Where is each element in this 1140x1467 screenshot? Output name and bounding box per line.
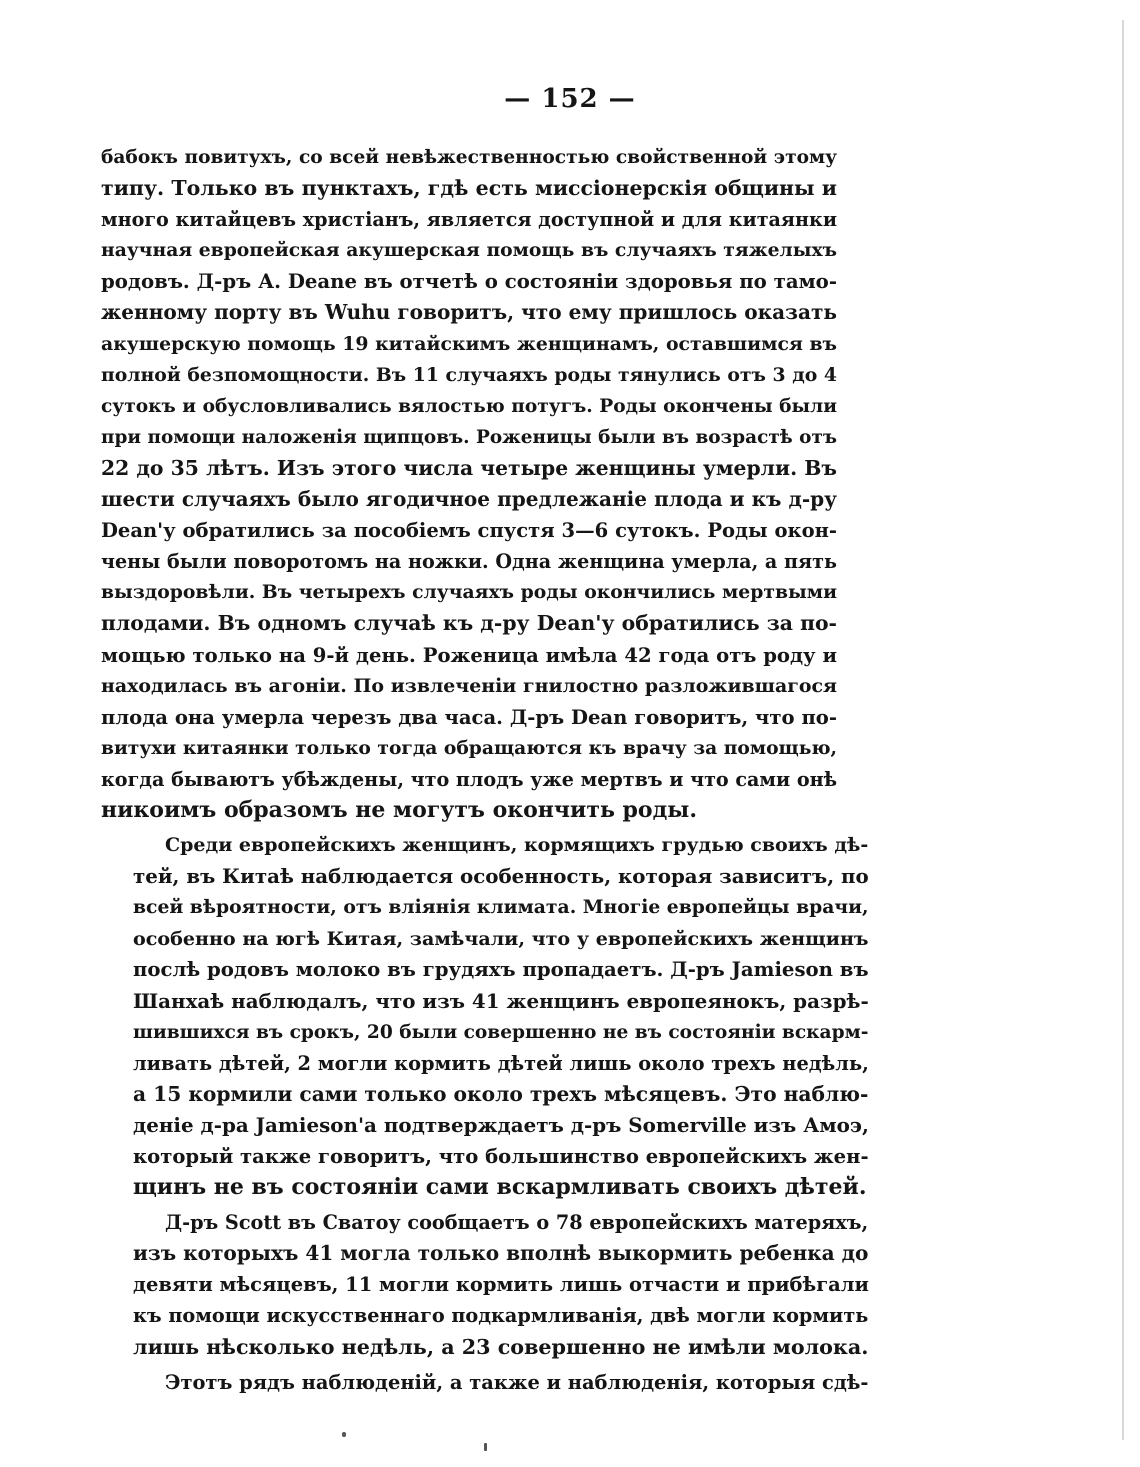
scan-speck	[484, 1443, 487, 1451]
text-line: шести случаяхъ было ягодичное предлежаніе плода и къ д-ру	[101, 487, 837, 512]
text-line: научная европейская акушерская помощь въ случаяхъ тяжелыхъ	[101, 239, 837, 262]
paragraph	[101, 830, 869, 1203]
text-line: лишь нѣсколько недѣль, а 23 совершенно не имѣли молока.	[133, 1334, 869, 1359]
text-line: тей, въ Китаѣ наблюдается особенность, которая зависитъ, по	[133, 864, 869, 889]
paragraph	[101, 142, 837, 826]
text-line: а 15 кормили сами только около трехъ мѣсяцевъ. Это наблю-	[133, 1081, 869, 1106]
text-line: къ помощи искусственнаго подкармливанія, двѣ могли кормить	[133, 1304, 869, 1328]
text-line: Среди европейскихъ женщинъ, кормящихъ грудью своихъ дѣ-	[165, 834, 869, 857]
text-line: шившихся въ срокъ, 20 были совершенно не въ состояніи вскарм-	[133, 1021, 869, 1043]
text-line: особенно на югѣ Китая, замѣчали, что у европейскихъ женщинъ	[133, 927, 869, 951]
text-line: Dean'у обратились за пособіемъ спустя 3—6 сутокъ. Роды окон-	[101, 519, 837, 543]
text-line: выздоровѣли. Въ четырехъ случаяхъ роды окончились мертвыми	[101, 581, 837, 604]
text-line: Этотъ рядъ наблюденій, а также и наблюденія, которыя сдѣ-	[165, 1370, 869, 1394]
page-number: — 152 —	[504, 84, 636, 114]
text-line: много китайцевъ христіанъ, является доступной и для китаянки	[101, 208, 837, 232]
text-line: бабокъ повитухъ, со всей невѣжественностью свойственной этому	[101, 147, 837, 168]
paragraph	[101, 1367, 869, 1398]
text-line: полной безпомощности. Въ 11 случаяхъ роды тянулись отъ 3 до 4	[101, 363, 837, 386]
scan-edge-rule	[1122, 20, 1124, 1440]
text-line: сутокъ и обусловливались вялостью потугъ. Роды окончены были	[101, 395, 837, 417]
text-line: деніе д-ра Jamieson'а подтверждаетъ д-ръ Somerville изъ Амоэ,	[133, 1112, 869, 1137]
text-line: девяти мѣсяцевъ, 11 могли кормить лишь отчасти и прибѣгали	[133, 1273, 869, 1297]
text-line: акушерскую помощь 19 китайскимъ женщинамъ, оставшимся въ	[101, 332, 837, 355]
text-line: находилась въ агоніи. По извлеченіи гнилостно разложившагося	[101, 674, 837, 697]
text-line: плода она умерла черезъ два часа. Д-ръ Dean говоритъ, что по-	[101, 705, 837, 729]
paragraph	[101, 1207, 869, 1362]
text-line: Д-ръ Scott въ Сватоу сообщаетъ о 78 европейскихъ матеряхъ,	[165, 1211, 869, 1235]
text-line: всей вѣроятности, отъ вліянія климата. Многіе европейцы врачи,	[133, 896, 869, 919]
text-line: чены были поворотомъ на ножки. Одна женщина умерла, а пять	[101, 550, 837, 574]
text-line: при помощи наложенія щипцовъ. Роженицы были въ возрастѣ отъ	[101, 426, 837, 448]
body-text	[101, 142, 869, 1398]
text-line: никоимъ образомъ не могутъ окончить роды.	[101, 796, 697, 823]
text-line: изъ которыхъ 41 могла только вполнѣ выкормить ребенка до	[133, 1241, 869, 1266]
text-line: типу. Только въ пунктахъ, гдѣ есть миссіонерскія общины и	[101, 176, 837, 201]
text-line: 22 до 35 лѣтъ. Изъ этого числа четыре женщины умерли. Въ	[101, 455, 837, 480]
text-line: мощью только на 9-й день. Роженица имѣла 42 года отъ роду и	[101, 643, 837, 667]
text-line: витухи китаянки только тогда обращаются къ врачу за помощью,	[101, 736, 837, 759]
scan-speck	[342, 1432, 346, 1437]
text-line: женному порту въ Wuhu говоритъ, что ему пришлось оказать	[101, 300, 837, 325]
text-line: ливать дѣтей, 2 могли кормить дѣтей лишь около трехъ недѣль,	[133, 1051, 869, 1075]
text-line: когда бываютъ убѣждены, что плодъ уже мертвъ и что сами онѣ	[101, 767, 838, 791]
text-line: щинъ не въ состояніи сами вскармливать своихъ дѣтей.	[133, 1174, 867, 1201]
text-line: родовъ. Д-ръ А. Deane въ отчетѣ о состояніи здоровья по тамо-	[101, 270, 837, 294]
text-line: Шанхаѣ наблюдалъ, что изъ 41 женщинъ европеянокъ, разрѣ-	[133, 988, 869, 1013]
text-line: плодами. Въ одномъ случаѣ къ д-ру Dean'у обратились за по-	[101, 611, 837, 636]
text-line: послѣ родовъ молоко въ грудяхъ пропадаетъ. Д-ръ Jamieson въ	[133, 958, 869, 982]
text-line: который также говоритъ, что большинство европейскихъ жен-	[133, 1145, 869, 1168]
